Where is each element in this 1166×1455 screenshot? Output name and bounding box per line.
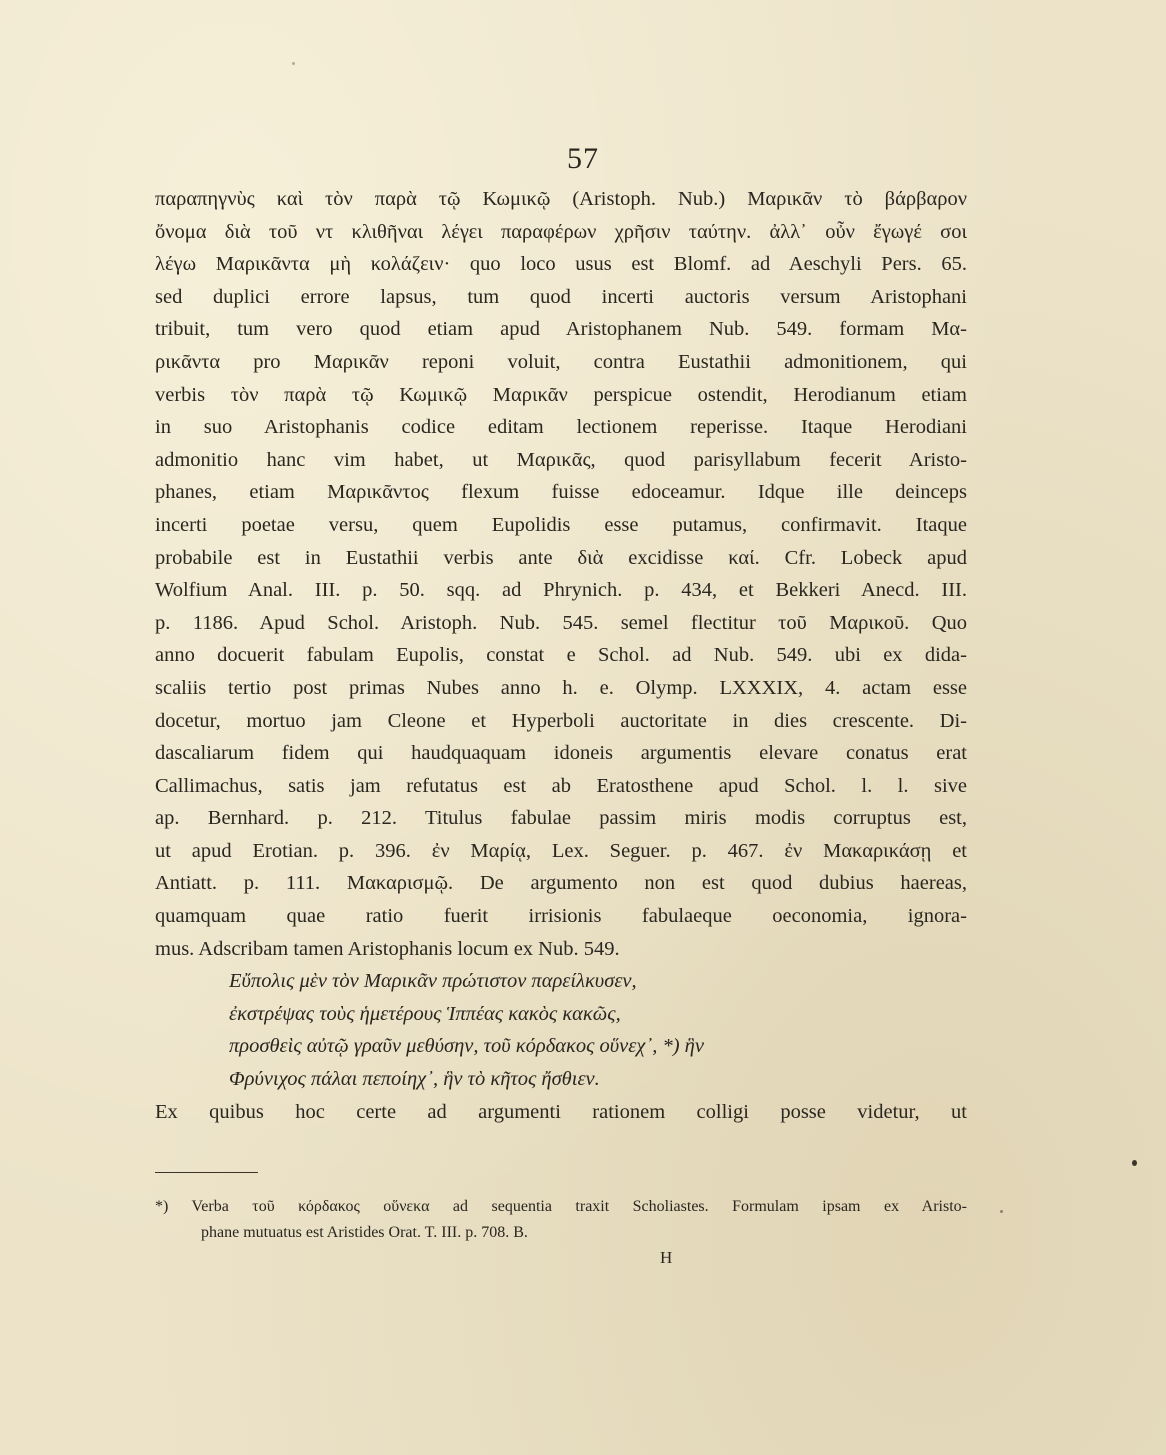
verse-line: ἐκστρέψας τοὺς ἡμετέρους Ἱππέας κακὸς κακῶς, bbox=[229, 1002, 621, 1025]
footnote-rule bbox=[155, 1172, 258, 1173]
text-line: anno docuerit fabulam Eupolis, constat e Schol. ad Nub. 549. ubi ex dida- bbox=[155, 644, 967, 667]
text-line: ap. Bernhard. p. 212. Titulus fabulae passim miris modis corruptus est, bbox=[155, 807, 967, 830]
text-line: ut apud Erotian. p. 396. ἐν Μαρίᾳ, Lex. Seguer. p. 467. ἐν Μακαρικάσῃ et bbox=[155, 839, 967, 862]
text-line: tribuit, tum vero quod etiam apud Aristophanem Nub. 549. formam Μα- bbox=[155, 318, 967, 341]
text-line: probabile est in Eustathii verbis ante διὰ excidisse καί. Cfr. Lobeck apud bbox=[155, 546, 967, 569]
main-text bbox=[155, 183, 967, 1128]
verse-line: Φρύνιχος πάλαι πεποίηχ᾽, ἣν τὸ κῆτος ἤσθιεν. bbox=[229, 1068, 600, 1091]
text-line: mus. Adscribam tamen Aristophanis locum ex Nub. 549. bbox=[155, 937, 620, 960]
text-line: ρικᾶντα pro Μαρικᾶν reponi voluit, contra Eustathii admonitionem, qui bbox=[155, 350, 967, 373]
text-line: Callimachus, satis jam refutatus est ab Eratosthene apud Schol. l. l. sive bbox=[155, 774, 967, 797]
text-line: Wolfium Anal. III. p. 50. sqq. ad Phrynich. p. 434, et Bekkeri Anecd. III. bbox=[155, 579, 967, 602]
text-line: incerti poetae versu, quem Eupolidis esse putamus, confirmavit. Itaque bbox=[155, 513, 967, 536]
ink-speck bbox=[1132, 1160, 1137, 1166]
text-line: quamquam quae ratio fuerit irrisionis fabulaeque oeconomia, ignora- bbox=[155, 905, 967, 928]
closing-text-line: Ex quibus hoc certe ad argumenti rationem colligi posse videtur, ut bbox=[155, 1100, 967, 1123]
footnote-line: *) Verba τοῦ κόρδακος οὕνεκα ad sequentia traxit Scholiastes. Formulam ipsam ex Aristo- bbox=[155, 1198, 967, 1215]
signature-mark: H bbox=[660, 1248, 673, 1267]
footnote bbox=[155, 1194, 967, 1246]
text-line: ὄνομα διὰ τοῦ ντ κλιθῆναι λέγει παραφέρων χρῆσιν ταύτην. ἀλλ᾽ οὖν ἔγωγέ σοι bbox=[155, 220, 967, 243]
text-line: scaliis tertio post primas Nubes anno h. e. Olymp. LXXXIX, 4. actam esse bbox=[155, 676, 967, 699]
ink-speck bbox=[292, 62, 295, 65]
footnote-line: phane mutuatus est Aristides Orat. T. III. p. 708. B. bbox=[201, 1224, 528, 1241]
text-line: sed duplici errore lapsus, tum quod incerti auctoris versum Aristophani bbox=[155, 285, 967, 308]
text-line: docetur, mortuo jam Cleone et Hyperboli auctoritate in dies crescente. Di- bbox=[155, 709, 967, 732]
text-line: παραπηγνὺς καὶ τὸν παρὰ τῷ Κωμικῷ (Aristoph. Nub.) Μαρικᾶν τὸ βάρβαρον bbox=[155, 188, 967, 210]
ink-speck bbox=[1000, 1210, 1003, 1213]
text-line: Antiatt. p. 111. Μακαρισμῷ. De argumento non est quod dubius haereas, bbox=[155, 872, 967, 895]
text-line: λέγω Μαρικᾶντα μὴ κολάζειν· quo loco usus est Blomf. ad Aeschyli Pers. 65. bbox=[155, 253, 967, 276]
text-line: dascaliarum fidem qui haudquaquam idoneis argumentis elevare conatus erat bbox=[155, 742, 967, 765]
page-number: 57 bbox=[567, 142, 599, 175]
text-line: p. 1186. Apud Schol. Aristoph. Nub. 545. semel flectitur τοῦ Μαρικοῦ. Quo bbox=[155, 611, 967, 634]
text-line: verbis τὸν παρὰ τῷ Κωμικῷ Μαρικᾶν perspicue ostendit, Herodianum etiam bbox=[155, 383, 967, 406]
verse-line: προσθεὶς αὐτῷ γραῦν μεθύσην, τοῦ κόρδακος οὕνεχ᾽, *) ἣν bbox=[229, 1035, 704, 1058]
text-line: in suo Aristophanis codice editam lectionem reperisse. Itaque Herodiani bbox=[155, 416, 967, 439]
text-line: admonitio hanc vim habet, ut Μαρικᾶς, quod parisyllabum fecerit Aristo- bbox=[155, 448, 967, 471]
verse-line: Εὔπολις μὲν τὸν Μαρικᾶν πρώτιστον παρείλκυσεν, bbox=[229, 970, 637, 993]
text-line: phanes, etiam Μαρικᾶντος flexum fuisse edoceamur. Idque ille deinceps bbox=[155, 481, 967, 504]
